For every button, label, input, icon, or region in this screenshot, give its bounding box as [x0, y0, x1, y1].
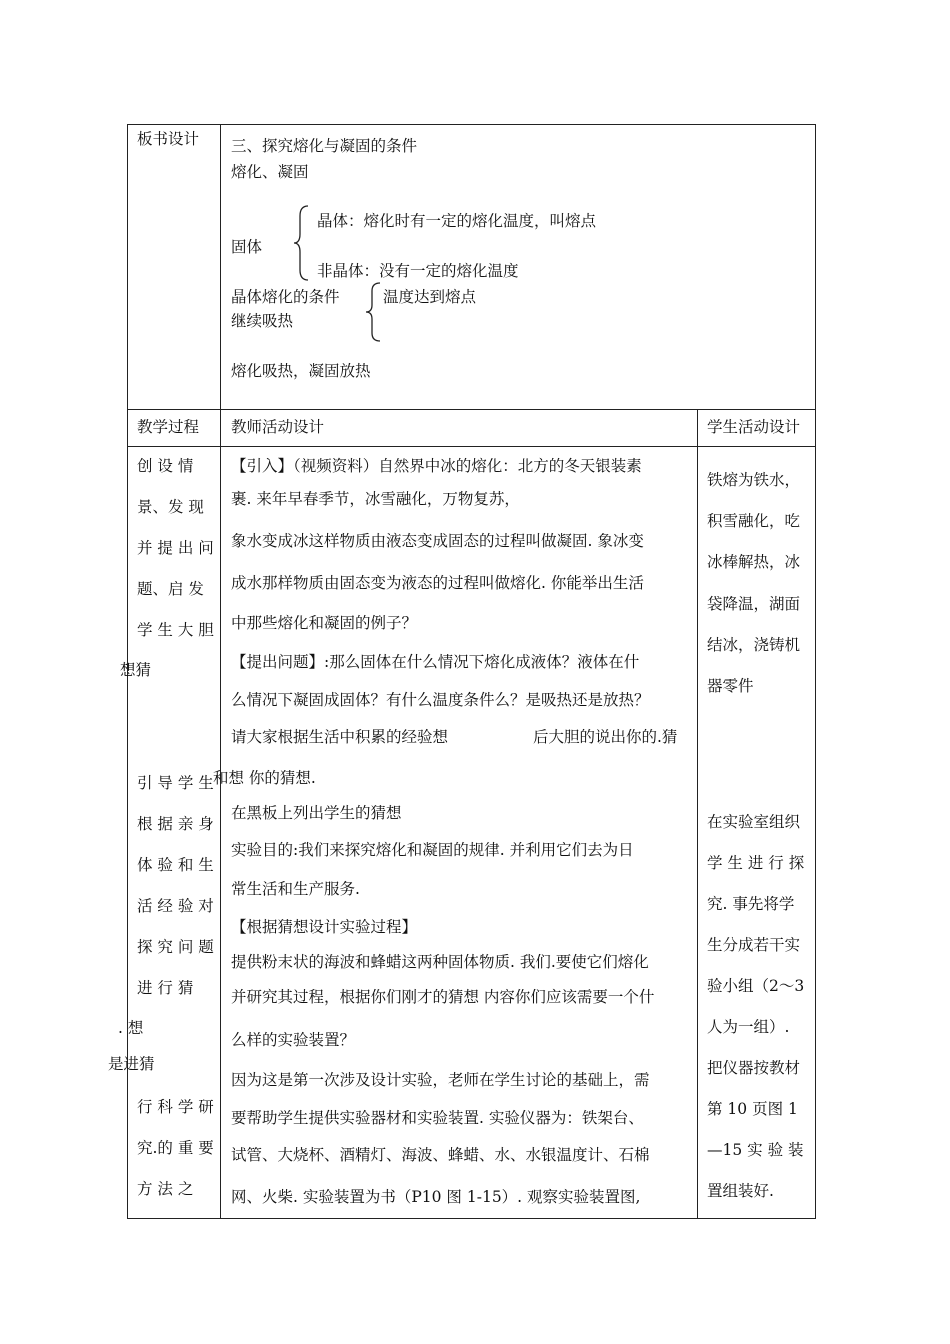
table-row-divider-1: [127, 409, 816, 410]
teacher-line: 象水变成冰这样物质由液态变成固态的过程叫做凝固. 象冰变: [231, 532, 644, 550]
brace-condition: [365, 281, 383, 343]
left-line: 行 科 学 研: [137, 1098, 214, 1116]
teacher-line: 和想 你的猜想.: [213, 769, 316, 787]
left-line: 活 经 验 对: [137, 897, 214, 915]
board-title: 三、探究熔化与凝固的条件: [231, 137, 418, 155]
student-line: 究. 事先将学: [707, 895, 795, 913]
left-line: 究.的 重 要: [137, 1139, 214, 1157]
student-line: 袋降温，湖面: [707, 595, 801, 613]
table-border-top: [127, 124, 816, 125]
board-cond2: 继续吸热: [231, 312, 294, 330]
student-line: 验小组（2～3: [707, 977, 805, 995]
teacher-line: 提供粉末状的海波和蜂蜡这两种固体物质. 我们.要使它们熔化: [231, 953, 649, 971]
left-line: 体 验 和 生: [137, 856, 214, 874]
student-line: 铁熔为铁水，: [707, 471, 801, 489]
teacher-line: 在黑板上列出学生的猜想: [231, 804, 402, 822]
teacher-line: 试管、大烧杯、酒精灯、海波、蜂蜡、水、水银温度计、石棉: [231, 1146, 650, 1164]
board-cond-label: 晶体熔化的条件: [231, 288, 340, 306]
left-line: . 想: [118, 1019, 144, 1037]
left-line: 题、启 发: [137, 580, 204, 598]
header-process: 教学过程: [137, 418, 200, 436]
teacher-line: 【根据猜想设计实验过程】: [231, 918, 418, 936]
board-summary: 熔化吸热，凝固放热: [231, 362, 371, 380]
header-teacher: 教师活动设计: [231, 418, 325, 436]
header-student: 学生活动设计: [707, 418, 801, 436]
teacher-line: 网、火柴. 实验装置为书（P10 图 1-15）. 观察实验装置图,: [231, 1188, 641, 1206]
student-line: 生分成若干实: [707, 936, 801, 954]
brace-solid: [293, 204, 311, 282]
table-border-right: [815, 124, 816, 1219]
teacher-line: 并研究其过程，根据你们刚才的猜想 内容你们应该需要一个什: [231, 988, 655, 1006]
board-crystal: 晶体：熔化时有一定的熔化温度，叫熔点: [317, 212, 597, 230]
table-row-divider-2: [127, 446, 816, 447]
board-label: 板书设计: [137, 130, 200, 148]
board-solid: 固体: [231, 238, 263, 256]
left-line: 学 生 大 胆: [137, 621, 214, 639]
teacher-line: 中那些熔化和凝固的例子？: [231, 614, 418, 632]
table-border-bottom: [127, 1218, 816, 1219]
left-line: 进 行 猜: [137, 979, 194, 997]
table-col-divider-2: [697, 409, 698, 1219]
left-line: 引 导 学 生: [137, 774, 214, 792]
student-line: —15 实 验 装: [707, 1141, 804, 1159]
table-col-divider-1: [220, 124, 221, 1219]
student-line: 冰棒解热，冰: [707, 553, 801, 571]
student-line: 器零件: [707, 677, 754, 695]
teacher-line: 【提出问题】:那么固体在什么情况下熔化成液体？液体在什: [231, 653, 640, 671]
left-line: 根 据 亲 身: [137, 815, 214, 833]
student-line: 把仪器按教材: [707, 1059, 801, 1077]
teacher-line: 因为这是第一次涉及设计实验，老师在学生讨论的基础上，需: [231, 1071, 650, 1089]
student-line: 学 生 进 行 探: [707, 854, 805, 872]
left-line: 景、发 现: [137, 498, 204, 516]
teacher-line: 后大胆的说出你的.猜: [533, 728, 678, 746]
student-line: 在实验室组织: [707, 813, 801, 831]
student-line: 积雪融化，吃: [707, 512, 801, 530]
board-amorphous: 非晶体：没有一定的熔化温度: [317, 262, 519, 280]
board-cond1: 温度达到熔点: [383, 288, 477, 306]
left-line: 是进猜: [108, 1055, 155, 1073]
left-line: 想猜: [120, 661, 152, 679]
teacher-line: 常生活和生产服务.: [231, 880, 360, 898]
teacher-line: 成水那样物质由固态变为液态的过程叫做熔化. 你能举出生活: [231, 574, 644, 592]
teacher-line: 么情况下凝固成固体？有什么温度条件么？是吸热还是放热？: [231, 691, 650, 709]
left-line: 探 究 问 题: [137, 938, 214, 956]
student-line: 第 10 页图 1: [707, 1100, 798, 1118]
student-line: 人为一组）.: [707, 1018, 790, 1036]
teacher-line: 裹. 来年早春季节，冰雪融化，万物复苏，: [231, 490, 520, 508]
teacher-line: 实验目的:我们来探究熔化和凝固的规律. 并利用它们去为日: [231, 841, 634, 859]
teacher-line: 要帮助学生提供实验器材和实验装置. 实验仪器为：铁架台、: [231, 1109, 644, 1127]
student-line: 置组装好.: [707, 1182, 774, 1200]
board-subtitle: 熔化、凝固: [231, 163, 309, 181]
left-line: 方 法 之: [137, 1180, 194, 1198]
left-line: 创 设 情: [137, 457, 194, 475]
teacher-line: 【引入】（视频资料）自然界中冰的熔化：北方的冬天银装素: [231, 457, 642, 475]
student-line: 结冰，浇铸机: [707, 636, 801, 654]
teacher-line: 请大家根据生活中积累的经验想: [231, 728, 449, 746]
teacher-line: 么样的实验装置？: [231, 1031, 356, 1049]
left-line: 并 提 出 问: [137, 539, 214, 557]
